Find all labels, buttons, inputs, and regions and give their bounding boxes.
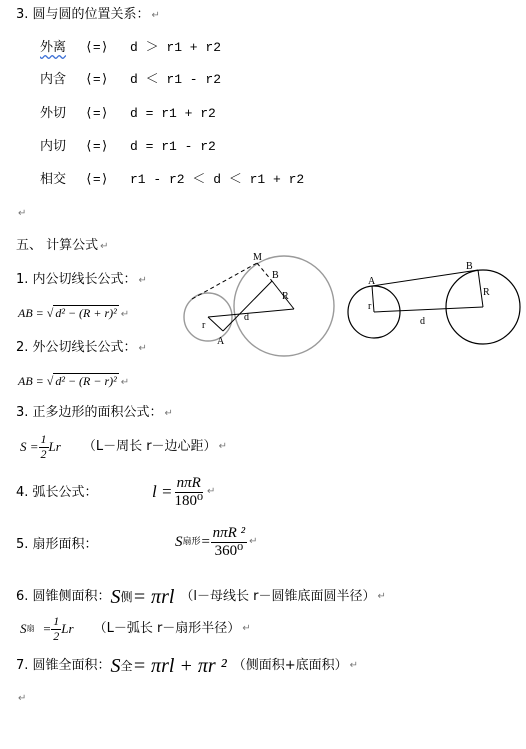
- formula-5-expression: S 扇形 = $\frac{\text{nπR ²}}{\text{360⁰}}$ ↵: [175, 525, 258, 559]
- formula-2-label: 2. 外公切线长公式： ↵: [16, 340, 147, 355]
- diagram-label: r: [202, 320, 206, 331]
- relation-row: 外离 ⟨=⟩ d ＞ r1 + r2: [40, 40, 222, 55]
- formula-4-expression: l = $\frac{\text{nπR}}{\text{180⁰}}$ ↵: [152, 475, 216, 509]
- diagram-label: R: [483, 287, 490, 298]
- relation-row: 相交 ⟨=⟩ r1 - r2 ＜ d ＜ r1 + r2: [40, 172, 305, 187]
- paragraph-mark: ↵: [18, 693, 27, 704]
- formula-7: 7. 圆锥全面积： S 全 = πrl + πr ² （侧面积+底面积） ↵: [16, 655, 359, 677]
- diagram-label: d: [244, 312, 249, 323]
- formula-4-label: 4. 弧长公式：: [16, 485, 98, 500]
- relation-formula: d ＞ r1 + r2: [130, 40, 222, 55]
- diagram-label: B: [466, 261, 473, 272]
- formula-3-expression: S = $\frac{1}{2}$ Lr （L－周长 r－边心距） ↵: [20, 432, 227, 461]
- diagram-label: d: [420, 316, 425, 327]
- internal-tangent-diagram: [180, 248, 345, 358]
- relation-row: 内切 ⟨=⟩ d = r1 - r2: [40, 139, 216, 154]
- diagram-label: B: [272, 270, 279, 281]
- relation-name: 外离: [40, 40, 67, 55]
- relation-row: 内含 ⟨=⟩ d ＜ r1 - r2: [40, 72, 222, 87]
- formula-1-expression: AB = √ d² − (R + r)² ↵: [18, 306, 130, 320]
- diagram-label: M: [253, 252, 262, 263]
- diagram-label: A: [368, 276, 376, 287]
- formula-6: 6. 圆锥侧面积： S 侧 = πrl （l－母线长 r－圆锥底面圆半径） ↵: [16, 586, 386, 608]
- diagram-label: r: [368, 301, 372, 312]
- formula-3-label: 3. 正多边形的面积公式： ↵: [16, 405, 173, 420]
- diagram-label: R: [282, 291, 289, 302]
- formula-5-label: 5. 扇形面积：: [16, 537, 98, 552]
- formula-1-label: 1. 内公切线长公式： ↵: [16, 272, 147, 287]
- diagram-label: A: [217, 336, 225, 347]
- formula-6b-expression: S 扇 = $\frac{1}{2}$ Lr （L－弧长 r－扇形半径） ↵: [20, 614, 251, 643]
- paragraph-mark: ↵: [18, 208, 27, 219]
- section-5-title: 五、 计算公式 ↵: [16, 238, 109, 253]
- relation-row: 外切 ⟨=⟩ d = r1 + r2: [40, 106, 216, 121]
- formula-2-expression: AB = √ d² − (R − r)² ↵: [18, 374, 130, 388]
- external-tangent-diagram: [346, 254, 524, 349]
- section-3-title: 3. 圆与圆的位置关系： ↵: [16, 7, 160, 22]
